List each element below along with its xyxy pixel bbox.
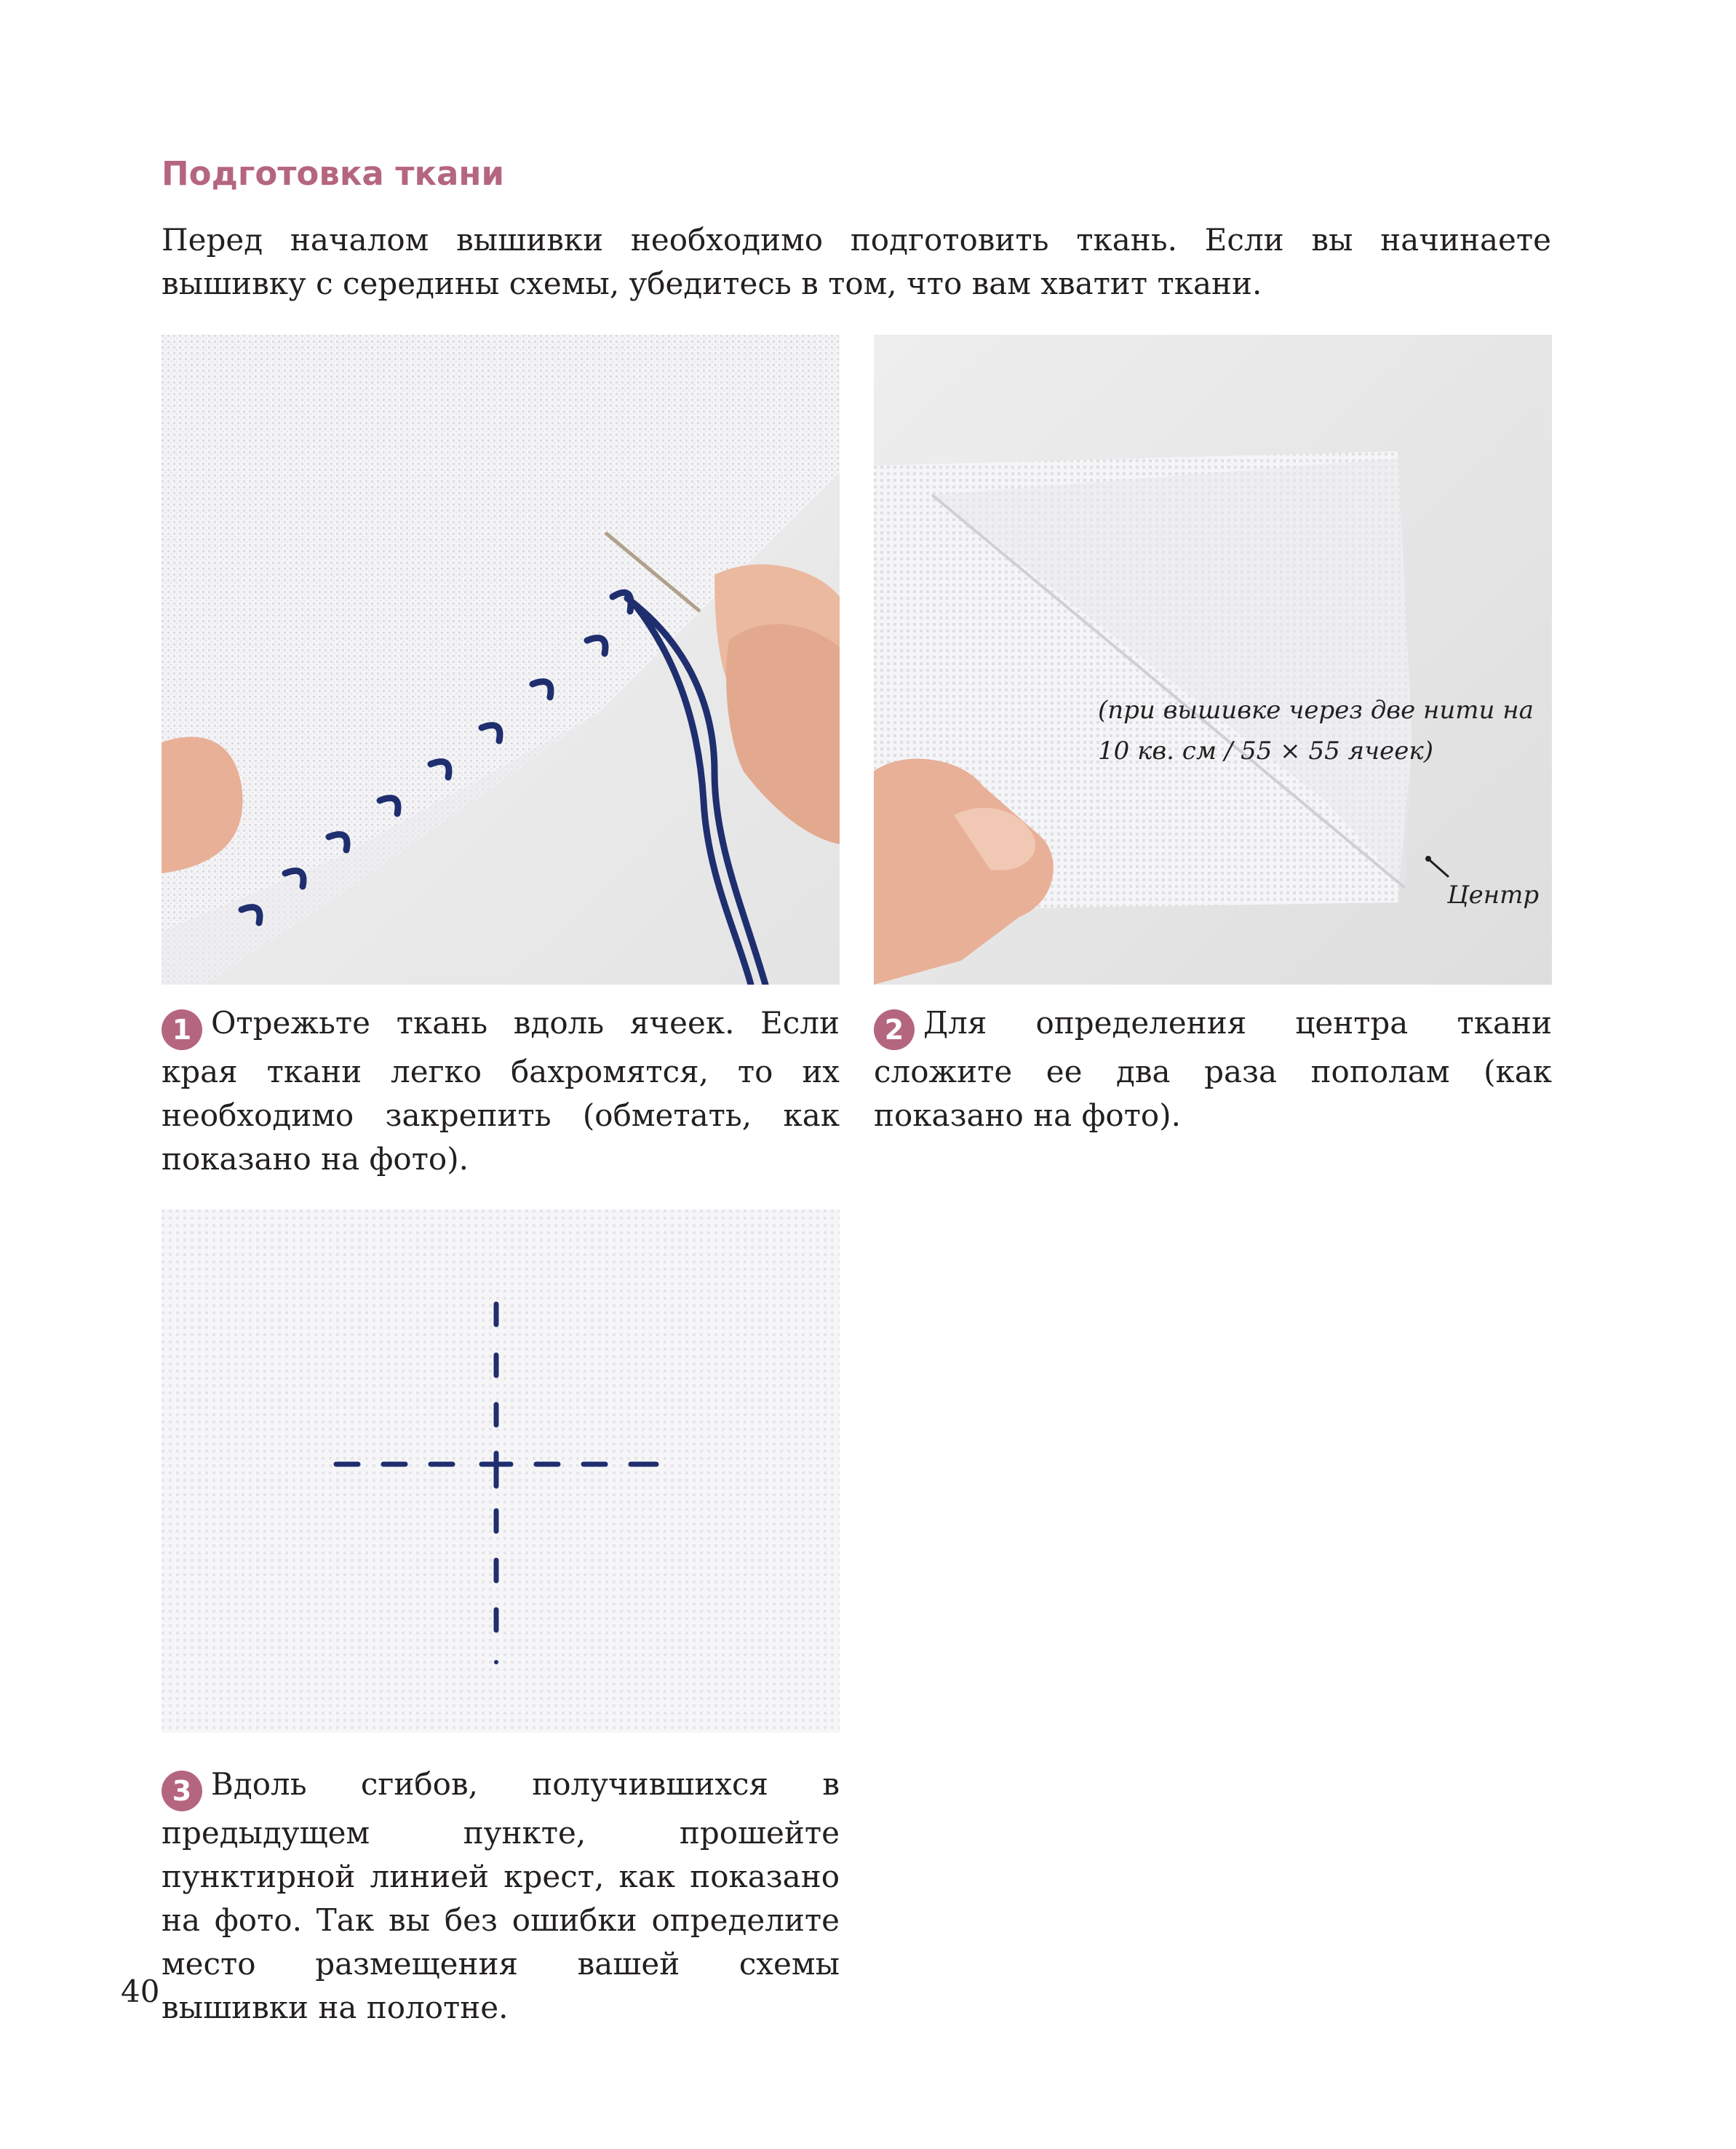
step-caption-1	[162, 1001, 840, 1181]
photo-folded-fabric	[874, 335, 1552, 985]
step-caption-2	[874, 1001, 1552, 1137]
step-text: Вдоль сгибов, получившихся в предыдущем пункте, прошейте пунктирной линией крест, как показано на фото. Так вы без ошибки определите место размещения вашей схемы вышивки на полотне.	[162, 1766, 840, 2025]
intro-paragraph: Перед началом вышивки необходимо подготовить ткань. Если вы начинаете вышивку с середины схемы, убедитесь в том, что вам хватит ткани.	[162, 222, 1551, 301]
photo-overcast-edge-illustration	[162, 335, 840, 985]
step-number-badge: 3	[162, 1771, 202, 1811]
page-number: 40	[121, 1974, 160, 2009]
photo-dashed-cross-illustration	[162, 1209, 840, 1733]
photo-overcast-edge	[162, 335, 840, 985]
step-number-badge: 2	[874, 1009, 915, 1050]
section-title: Подготовка ткани	[162, 154, 505, 193]
step-caption-3	[162, 1763, 840, 2030]
photo-fabric-size-note: (при вышивке через две нити на 10 кв. см / 55 × 55 ячеек)	[1098, 696, 1534, 766]
step-text: Для определения центра ткани сложите ее два раза пополам (как показано на фото).	[874, 1005, 1552, 1133]
photo-center-label: Центр	[1447, 881, 1540, 910]
step-text: Отрежьте ткань вдоль ячеек. Если края ткани легко бахромятся, то их необходимо закрепить (обметать, как показано на фото).	[162, 1005, 840, 1177]
step-number-badge: 1	[162, 1009, 202, 1050]
photo-dashed-cross	[162, 1209, 840, 1733]
